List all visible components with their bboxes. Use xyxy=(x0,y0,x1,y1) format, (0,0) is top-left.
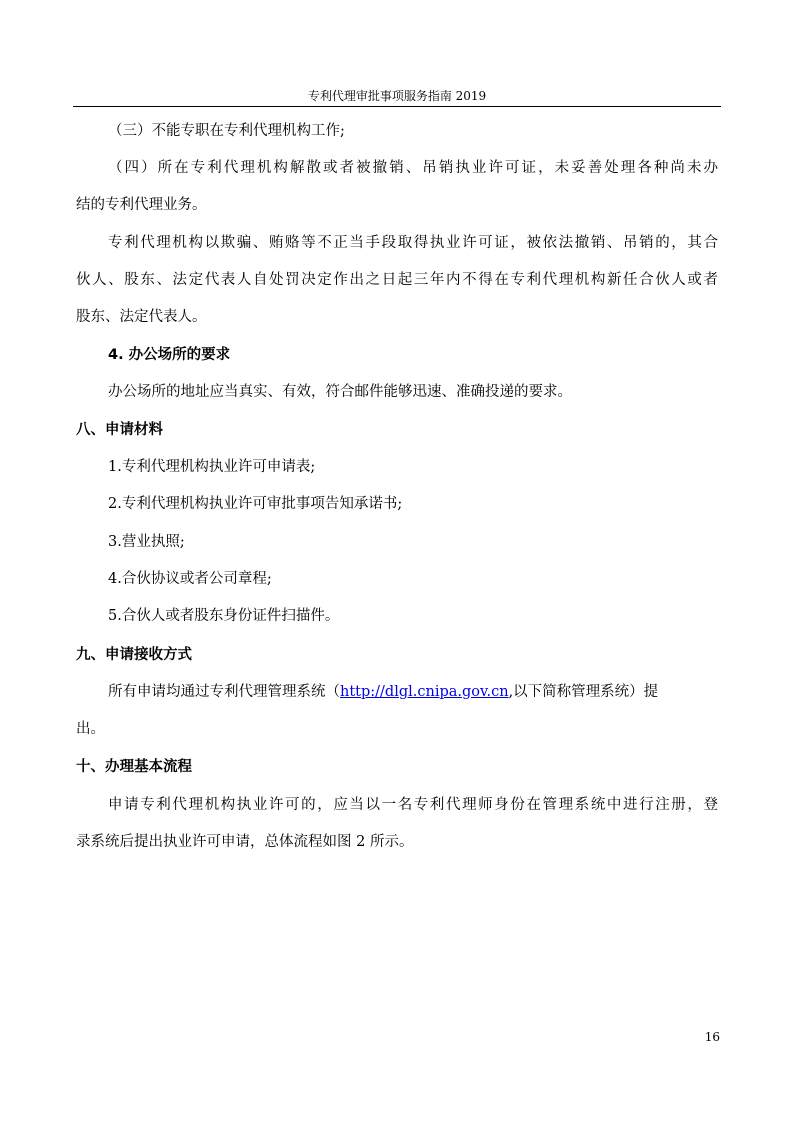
page-number: 16 xyxy=(704,1030,720,1044)
section-10-title: 十、办理基本流程 xyxy=(76,759,192,775)
receive-text-after: ,以下简称管理系统）提 xyxy=(508,684,659,700)
flow-line-1: 申请专利代理机构执业许可的，应当以一名专利代理师身份在管理系统中进行注册，登 xyxy=(108,797,718,813)
office-heading: 4. 办公场所的要求 xyxy=(108,347,231,363)
condition-item-4-line-2: 结的专利代理业务。 xyxy=(76,197,207,213)
material-item-2: 2.专利代理机构执业许可审批事项告知承诺书; xyxy=(108,496,403,512)
receive-line-2: 出。 xyxy=(76,721,105,737)
condition-item-4-line-1: （四）所在专利代理机构解散或者被撤销、吊销执业许可证，未妥善处理各种尚未办 xyxy=(108,160,718,176)
header-divider xyxy=(73,106,721,107)
material-item-5: 5.合伙人或者股东身份证件扫描件。 xyxy=(108,608,340,624)
paragraph-line-1: 专利代理机构以欺骗、贿赂等不正当手段取得执业许可证，被依法撤销、吊销的，其合 xyxy=(108,235,718,251)
office-text: 办公场所的地址应当真实、有效，符合邮件能够迅速、准确投递的要求。 xyxy=(108,384,572,400)
system-url-link[interactable]: http://dlgl.cnipa.gov.cn xyxy=(340,684,509,700)
material-item-4: 4.合伙协议或者公司章程; xyxy=(108,571,272,587)
flow-line-2: 录系统后提出执业许可申请，总体流程如图 2 所示。 xyxy=(76,834,414,850)
paragraph-line-3: 股东、法定代表人。 xyxy=(76,309,207,325)
header-title: 专利代理审批事项服务指南 2019 xyxy=(307,89,487,103)
paragraph-line-2: 伙人、股东、法定代表人自处罚决定作出之日起三年内不得在专利代理机构新任合伙人或者 xyxy=(76,272,718,288)
receive-text-before: 所有申请均通过专利代理管理系统（ xyxy=(108,684,340,700)
material-item-3: 3.营业执照; xyxy=(108,534,185,550)
section-9-title: 九、申请接收方式 xyxy=(76,647,192,663)
condition-item-3: （三）不能专职在专利代理机构工作; xyxy=(108,123,345,139)
material-item-1: 1.专利代理机构执业许可申请表; xyxy=(108,459,316,475)
section-8-title: 八、申请材料 xyxy=(76,422,163,438)
receive-line-1 xyxy=(108,682,658,702)
